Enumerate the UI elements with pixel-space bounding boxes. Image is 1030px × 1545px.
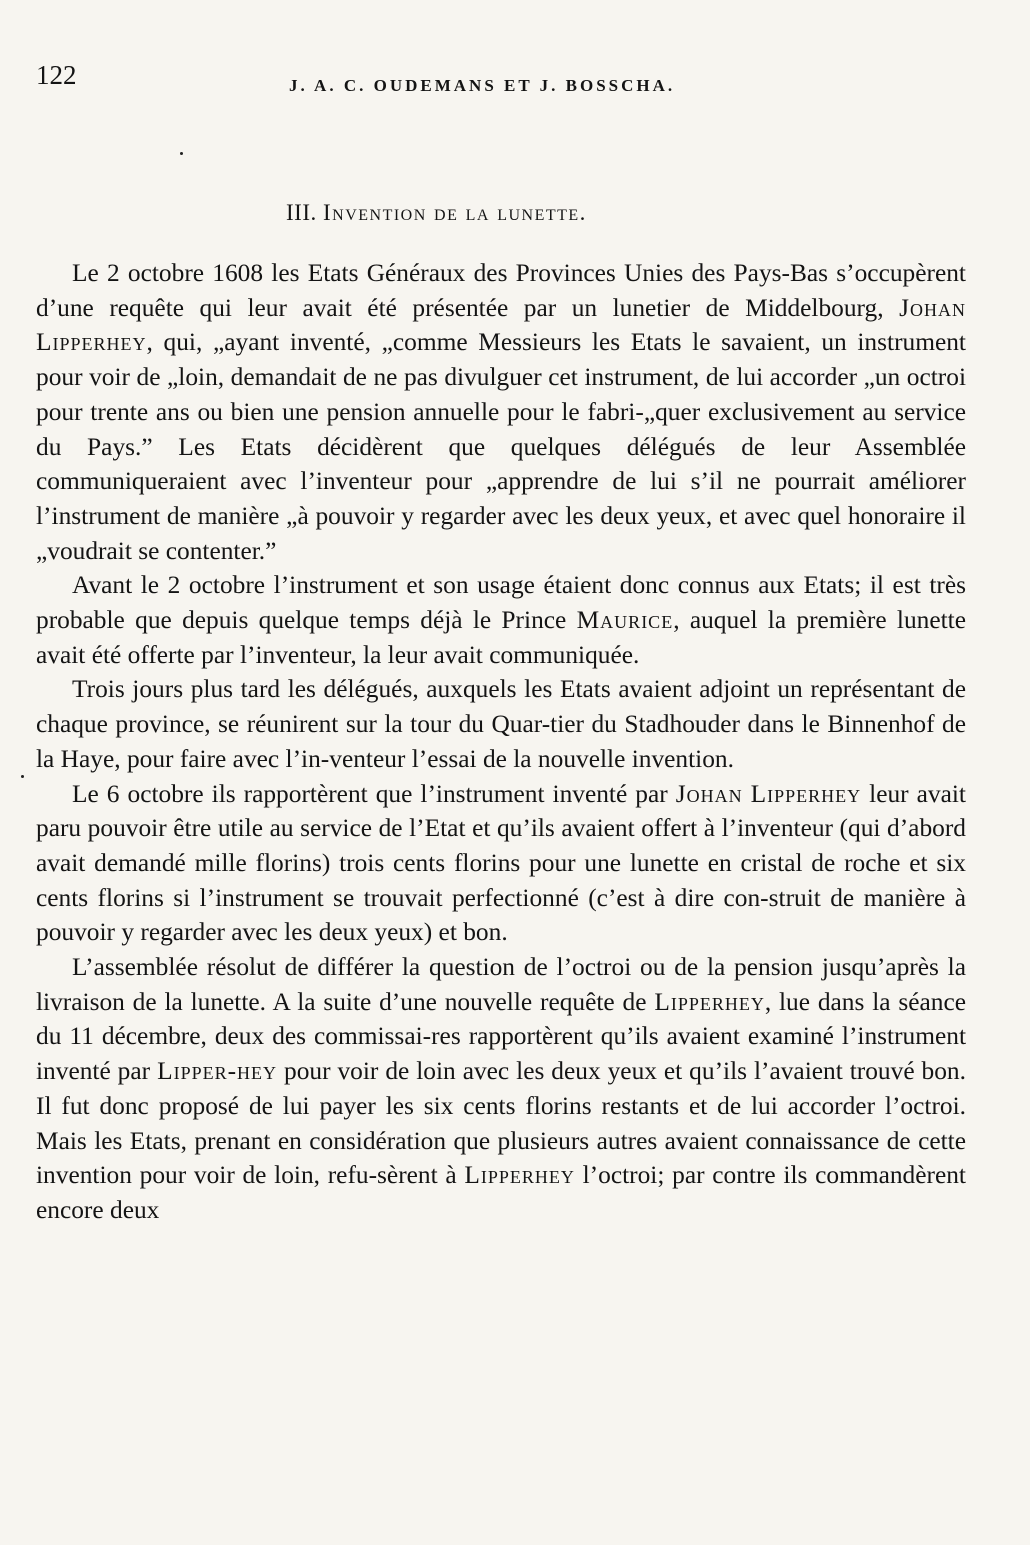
paragraph-1	[36, 256, 966, 568]
section-title: Invention de la lunette.	[322, 200, 587, 225]
paragraph-1-text-b: , qui, „ayant inventé, „comme Messieurs les Etats le savaient, un instrument pour voir de „loin, demandait de ne pas divulguer cet instrument, de lui accorder „un octroi pour trente ans ou bien une pension annuelle pour le fabri-„quer exclusivement au service du Pays.” Les Etats décidèrent que quelques délégués de leur Assemblée communiqueraient avec l’inventeur pour „apprendre de lui s’il ne pourrait améliorer l’instrument de manière „à pouvoir y regarder avec les deux yeux, et avec quel honoraire il „voudrait se contenter.”	[36, 328, 966, 565]
name-johan: Johan	[675, 779, 743, 808]
paragraph-2	[36, 568, 966, 672]
paragraph-4-text-a: Le 6 octobre ils rapportèrent que l’instrument inventé par	[72, 779, 668, 808]
body-text	[36, 256, 966, 1228]
section-heading	[286, 200, 966, 226]
paragraph-2-text-a: Avant le 2 octobre l’instrument et son usage étaient donc connus aux Etats; il est très probable que depuis quelque temps déjà le Prince	[36, 571, 966, 635]
name-lipperhey: Lipperhey	[750, 779, 862, 808]
ink-speck	[21, 775, 24, 778]
paragraph-4-text-b: leur avait paru pouvoir être utile au service de l’Etat et qu’ils avaient offert à l’inventeur (qui d’abord avait demandé mille florins) trois cents florins pour une lunette en cristal de roche et six cents florins si l’instrument se trouvait perfectionné (c’est à dire con-struit de manière à pouvoir y regarder avec les deux yeux) et bon.	[36, 779, 966, 947]
name-lipper-hyphenated: Lipper-	[157, 1057, 238, 1086]
paragraph-1-text-a: Le 2 octobre 1608 les Etats Généraux des Provinces Unies des Pays-Bas s’occupèrent d’une requête qui leur avait été présentée par un lunetier de Middelbourg,	[36, 259, 966, 322]
paragraph-5	[36, 950, 966, 1228]
paragraph-4	[36, 777, 966, 951]
name-lipperhey: Lipperhey	[464, 1161, 575, 1190]
running-head	[36, 60, 966, 110]
page-number: 122	[36, 60, 77, 90]
paragraph-2-text-b: , auquel la première lunette avait été offerte par l’inventeur, la leur avait communiquée.	[36, 606, 967, 669]
paragraph-5-text-b: , lue dans la séance du 11 décembre, deux des commissai-res rapportèrent qu’ils avaient examiné l’instrument inventé par	[36, 987, 966, 1086]
paragraph-5-text-d: l’octroi; par contre ils commandèrent encore deux	[36, 1161, 966, 1224]
name-lipperhey: Lipperhey	[654, 987, 765, 1016]
name-johan-lipperhey: Johan Lipperhey	[36, 293, 966, 357]
book-page	[36, 60, 966, 1228]
section-numeral: III.	[286, 200, 317, 225]
paragraph-3: Trois jours plus tard les délégués, auxquels les Etats avaient adjoint un représentant de chaque province, se réunirent sur la tour du Quar-tier du Stadhouder dans le Binnenhof de la Haye, pour faire avec l’in-venteur l’essai de la nouvelle invention.	[36, 675, 966, 773]
paragraph-5-text-a: L’assemblée résolut de différer la question de l’octroi ou de la pension jusqu’après la livraison de la lunette. A la suite d’une nouvelle requête de	[36, 953, 966, 1016]
running-title: J. A. C. OUDEMANS ET J. BOSSCHA.	[289, 76, 676, 95]
paragraph-5-text-c: pour voir de loin avec les deux yeux et qu’ils l’avaient trouvé bon. Il fut donc proposé de lui payer les six cents florins restants et de lui accorder l’octroi. Mais les Etats, prenant en considération que plusieurs autres avaient connaissance de cette invention pour voir de loin, refu-sèrent à	[36, 1057, 966, 1190]
name-maurice: Maurice	[576, 606, 674, 635]
name-hey: hey	[237, 1057, 278, 1086]
